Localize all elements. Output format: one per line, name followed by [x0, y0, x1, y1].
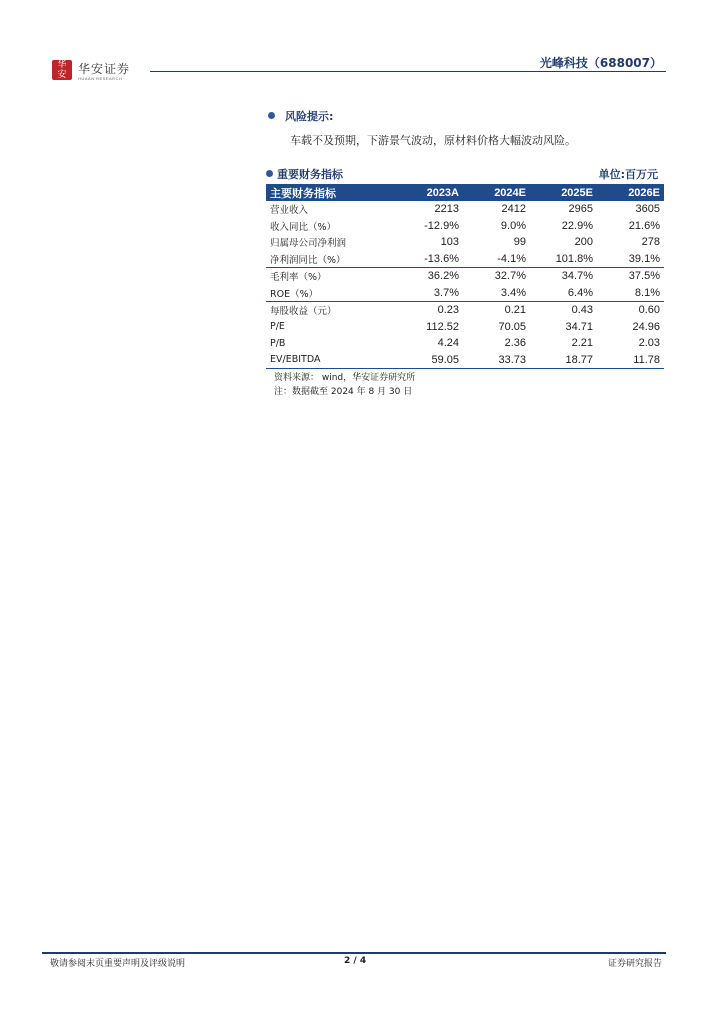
row-label: EV/EBITDA — [266, 352, 396, 369]
table-row — [266, 285, 664, 302]
table-cell: 8.1% — [634, 286, 660, 299]
table-row — [266, 302, 664, 319]
row-label: ROE（%） — [270, 288, 319, 300]
table-cell: 2.03 — [638, 337, 660, 350]
table-cell: 70.05 — [498, 320, 526, 333]
row-label: 归属母公司净利润 — [270, 238, 347, 250]
column-header: 2023A — [396, 184, 463, 201]
logo-text: 华安证券 — [78, 62, 131, 76]
table-cell: 11.78 — [597, 352, 664, 369]
table-row — [266, 201, 664, 218]
table-cell: 3.4% — [500, 286, 526, 299]
logo-subtitle: HUAAN RESEARCH — [78, 76, 123, 81]
table-cell: 278 — [641, 236, 660, 249]
table-cell: 2965 — [568, 203, 593, 216]
table-row — [266, 319, 664, 336]
table-caption-text: 重要财务指标 — [277, 168, 343, 181]
table-cell: 4.24 — [437, 337, 459, 350]
table-cell: 32.7% — [463, 268, 530, 285]
table-cell: 21.6% — [628, 219, 660, 232]
table-note: 注：数据截至 2024 年 8 月 30 日 — [274, 387, 413, 397]
table-cell: 36.2% — [396, 268, 463, 285]
table-cell: 2.21 — [571, 337, 593, 350]
table-notes — [266, 371, 664, 399]
table-cell: 3605 — [635, 203, 660, 216]
column-header: 2026E — [597, 184, 664, 201]
table-row — [266, 218, 664, 235]
header-divider — [150, 71, 666, 72]
table-cell: 0.23 — [396, 302, 463, 319]
company-logo — [52, 60, 144, 84]
table-header-row — [266, 184, 664, 201]
table-cell: 99 — [513, 236, 526, 249]
table-cell: 9.0% — [500, 219, 526, 232]
row-label: 营业收入 — [270, 205, 309, 217]
column-header: 2025E — [530, 184, 597, 201]
table-cell: 112.52 — [426, 320, 459, 333]
table-cell: -4.1% — [497, 252, 526, 265]
table-cell: 2213 — [434, 203, 459, 216]
table-cell: 0.21 — [463, 302, 530, 319]
row-label: P/B — [270, 337, 286, 349]
table-row — [266, 251, 664, 268]
footer-disclaimer: 敬请参阅末页重要声明及评级说明 — [50, 959, 186, 969]
page-number: 2 / 4 — [344, 956, 367, 966]
logo-seal-icon: 华 安 — [52, 60, 72, 80]
table-cell: 0.43 — [530, 302, 597, 319]
table-cell: 0.60 — [597, 302, 664, 319]
risk-body: 车载不及预期，下游景气波动，原材料价格大幅波动风险。 — [290, 134, 576, 147]
table-cell: 59.05 — [396, 352, 463, 369]
table-cell: 22.9% — [561, 219, 593, 232]
row-label: 每股收益（元） — [266, 302, 396, 319]
column-header: 2024E — [463, 184, 530, 201]
table-cell: 103 — [440, 236, 459, 249]
bullet-icon — [266, 170, 273, 177]
table-cell: 37.5% — [597, 268, 664, 285]
column-header: 主要财务指标 — [266, 184, 396, 201]
table-cell: -12.9% — [424, 219, 459, 232]
table-cell: 2.36 — [504, 337, 526, 350]
risk-heading-text: 风险提示: — [285, 110, 334, 123]
row-label: 收入同比（%） — [270, 221, 337, 233]
table-cell: 101.8% — [555, 252, 593, 265]
table-row — [266, 234, 664, 251]
table-cell: 39.1% — [628, 252, 660, 265]
table-cell: 3.7% — [433, 286, 459, 299]
table-cell: 200 — [574, 236, 593, 249]
table-cell: -13.6% — [424, 252, 459, 265]
table-row — [266, 335, 664, 352]
footer-report-type: 证券研究报告 — [607, 959, 662, 969]
table-cell: 6.4% — [567, 286, 593, 299]
footer-divider — [42, 952, 666, 954]
table-source: 资料来源： wind，华安证券研究所 — [274, 373, 416, 383]
table-cell: 18.77 — [530, 352, 597, 369]
risk-section — [268, 108, 668, 148]
table-cell: 34.7% — [530, 268, 597, 285]
table-caption — [266, 166, 664, 184]
row-label: P/E — [270, 321, 285, 333]
risk-heading — [268, 108, 668, 124]
table-row — [266, 268, 664, 285]
table-cell: 34.71 — [565, 320, 593, 333]
table-row — [266, 352, 664, 369]
row-label: 净利润同比（%） — [270, 254, 346, 266]
table-unit: 单位:百万元 — [598, 168, 658, 181]
financial-table-section — [266, 166, 664, 399]
table-cell: 24.96 — [632, 320, 660, 333]
table-cell: 2412 — [501, 203, 526, 216]
financial-table — [266, 184, 664, 369]
report-title: 光峰科技（688007） — [539, 56, 662, 70]
table-cell: 33.73 — [463, 352, 530, 369]
bullet-icon — [268, 112, 275, 119]
row-label: 毛利率（%） — [266, 268, 396, 285]
